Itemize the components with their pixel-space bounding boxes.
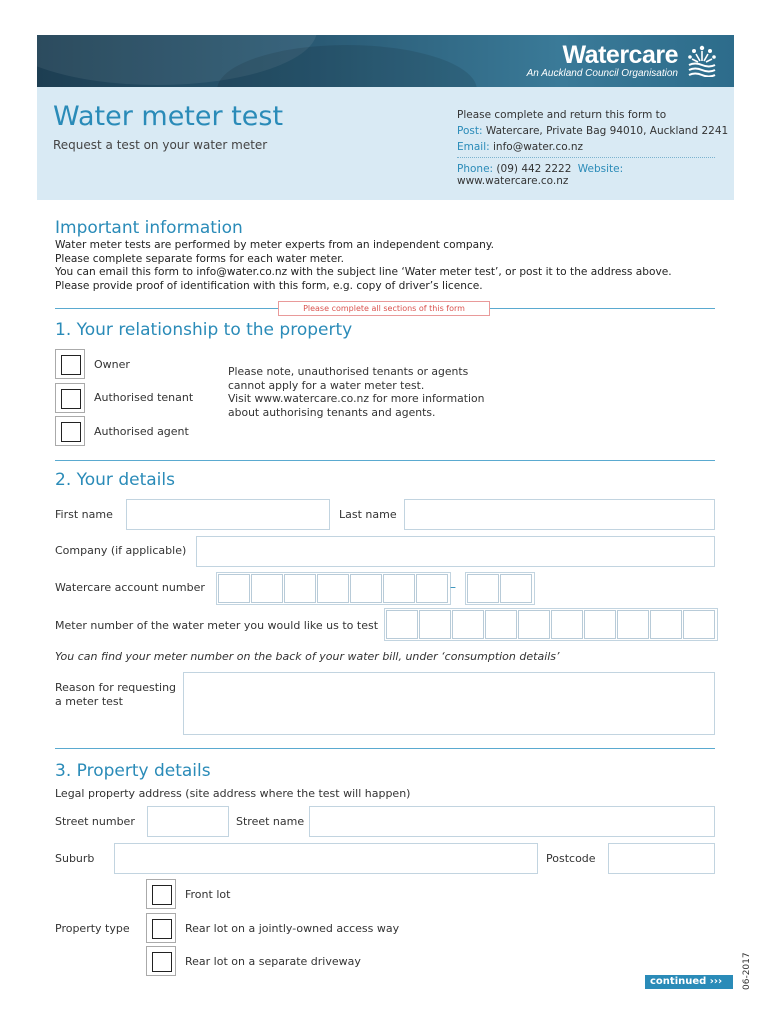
account-digit-box[interactable]: [284, 574, 316, 603]
phone-label: Phone:: [457, 163, 494, 175]
street-number-label: Street number: [55, 815, 135, 828]
post-value: Watercare, Private Bag 94010, Auckland 2241: [485, 125, 729, 137]
rear-lot-driveway-checkbox[interactable]: [146, 946, 176, 976]
street-number-field[interactable]: [147, 806, 229, 837]
company-field[interactable]: [196, 536, 715, 567]
reason-label: [55, 681, 176, 709]
note-line: about authorising tenants and agents.: [228, 405, 436, 419]
header-panel: [37, 87, 734, 200]
account-digit-box[interactable]: [317, 574, 349, 603]
rear-lot-driveway-label: Rear lot on a separate driveway: [185, 955, 361, 968]
phone-value: (09) 442 2222: [496, 163, 572, 175]
meter-digit-box[interactable]: [650, 610, 682, 639]
meter-digit-box[interactable]: [617, 610, 649, 639]
authorised-agent-label: Authorised agent: [94, 425, 189, 438]
return-intro: Please complete and return this form to: [457, 109, 667, 121]
front-lot-label: Front lot: [185, 888, 231, 901]
return-contact: [457, 107, 728, 155]
legal-address-label: Legal property address (site address where the test will happen): [55, 787, 411, 800]
meter-number-hint: You can find your meter number on the back of your water bill, under ‘consumption details’: [55, 650, 560, 663]
important-line: You can email this form to info@water.co.nz with the subject line ‘Water meter test’, or post it to the address above.: [55, 266, 672, 278]
post-label: Post:: [457, 125, 483, 137]
account-digit-box[interactable]: [218, 574, 250, 603]
authorised-tenant-label: Authorised tenant: [94, 391, 194, 404]
postcode-label: Postcode: [546, 852, 596, 865]
last-name-label: Last name: [339, 508, 397, 521]
important-line: Please provide proof of identification with this form, e.g. copy of driver’s licence.: [55, 279, 483, 292]
property-type-label: Property type: [55, 922, 130, 935]
phone-website: [457, 163, 734, 187]
contact-divider: [457, 157, 715, 158]
owner-label: Owner: [94, 358, 130, 371]
reason-label-line: Reason for requesting: [55, 681, 177, 694]
rear-lot-access-way-checkbox[interactable]: [146, 913, 176, 943]
account-digit-box[interactable]: [383, 574, 415, 603]
front-lot-checkbox[interactable]: [146, 879, 176, 909]
account-suffix-input[interactable]: [465, 572, 535, 605]
reason-field[interactable]: [183, 672, 715, 735]
meter-digit-box[interactable]: [551, 610, 583, 639]
authorisation-note: [228, 365, 484, 419]
owner-checkbox[interactable]: [55, 349, 85, 379]
rear-lot-access-way-label: Rear lot on a jointly-owned access way: [185, 922, 400, 935]
note-line: Please note, unauthorised tenants or agents: [228, 365, 469, 378]
email-label: Email:: [457, 141, 490, 153]
watercare-logo-icon: [686, 43, 718, 77]
postcode-field[interactable]: [608, 843, 715, 874]
section3-heading: 3. Property details: [55, 761, 211, 781]
account-digit-box[interactable]: [251, 574, 283, 603]
account-number-input[interactable]: [216, 572, 451, 605]
website-label: Website:: [577, 163, 624, 175]
page-subtitle: Request a test on your water meter: [53, 138, 268, 152]
company-label: Company (if applicable): [55, 544, 187, 557]
suburb-field[interactable]: [114, 843, 538, 874]
continued-tab: continued ›››: [645, 975, 733, 989]
website-value: www.watercare.co.nz: [457, 175, 569, 187]
account-digit-box[interactable]: [350, 574, 382, 603]
meter-digit-box[interactable]: [518, 610, 550, 639]
meter-digit-box[interactable]: [485, 610, 517, 639]
note-line: Visit www.watercare.co.nz for more information: [228, 392, 485, 405]
street-name-field[interactable]: [309, 806, 715, 837]
meter-number-input[interactable]: [384, 608, 718, 641]
brand-name: Watercare: [562, 41, 678, 69]
first-name-label: First name: [55, 508, 113, 521]
meter-digit-box[interactable]: [683, 610, 715, 639]
authorised-agent-checkbox[interactable]: [55, 416, 85, 446]
last-name-field[interactable]: [404, 499, 715, 530]
important-text: [55, 239, 672, 293]
authorised-tenant-checkbox[interactable]: [55, 383, 85, 413]
street-name-label: Street name: [236, 815, 305, 828]
account-digit-box[interactable]: [467, 574, 499, 603]
meter-digit-box[interactable]: [419, 610, 451, 639]
section2-heading: 2. Your details: [55, 470, 175, 490]
account-digit-box[interactable]: [500, 574, 532, 603]
meter-digit-box[interactable]: [584, 610, 616, 639]
section-divider: [55, 460, 715, 461]
important-heading: Important information: [55, 218, 243, 238]
important-line: Water meter tests are performed by meter experts from an independent company.: [55, 239, 494, 251]
first-name-field[interactable]: [126, 499, 330, 530]
meter-number-label: Meter number of the water meter you would like us to test: [55, 619, 379, 632]
brand-banner: [37, 35, 734, 87]
complete-all-notice: Please complete all sections of this form: [278, 301, 490, 316]
suburb-label: Suburb: [55, 852, 95, 865]
reason-label-line: a meter test: [55, 695, 123, 708]
form-version-date: 06-2017: [742, 952, 752, 990]
meter-digit-box[interactable]: [452, 610, 484, 639]
meter-digit-box[interactable]: [386, 610, 418, 639]
post-address: [457, 123, 728, 139]
account-number-label: Watercare account number: [55, 581, 205, 594]
email-address: [457, 139, 728, 155]
section1-heading: 1. Your relationship to the property: [55, 320, 353, 340]
important-line: Please complete separate forms for each water meter.: [55, 252, 344, 265]
account-digit-box[interactable]: [416, 574, 448, 603]
brand-tagline: An Auckland Council Organisation: [526, 68, 678, 79]
account-number-separator: –: [450, 580, 456, 594]
email-value: info@water.co.nz: [493, 141, 584, 153]
note-line: cannot apply for a water meter test.: [228, 378, 425, 392]
section-divider: [55, 748, 715, 749]
page-title: Water meter test: [53, 101, 284, 132]
